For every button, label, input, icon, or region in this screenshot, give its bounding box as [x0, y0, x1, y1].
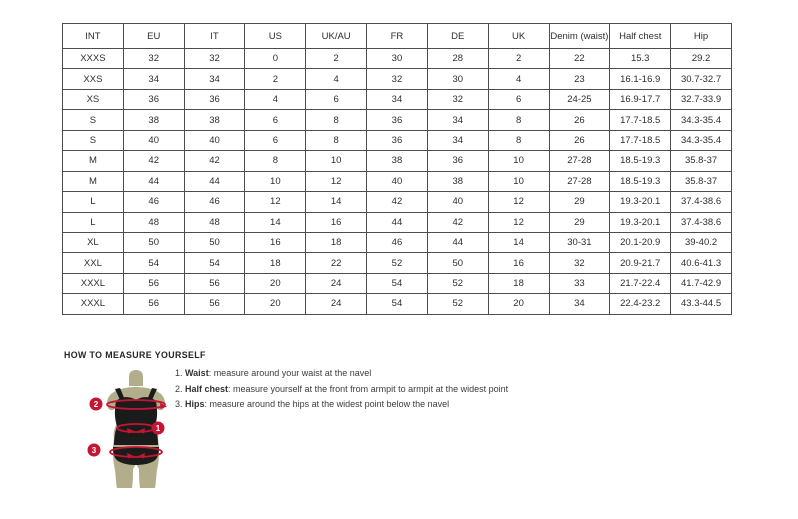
table-cell: 19.3-20.1 [610, 212, 671, 232]
column-header: DE [427, 24, 488, 49]
mannequin-figure-icon [80, 368, 185, 493]
table-cell: 10 [306, 151, 367, 171]
table-cell: 40 [367, 171, 428, 191]
table-cell: 48 [123, 212, 184, 232]
table-cell: M [63, 151, 124, 171]
table-body [63, 49, 732, 315]
table-row [63, 253, 732, 273]
measure-step-text: : measure around your waist at the navel [208, 368, 372, 378]
table-cell: 8 [306, 110, 367, 130]
table-cell: 40 [427, 192, 488, 212]
table-cell: XXXS [63, 49, 124, 69]
size-chart-table [62, 23, 732, 315]
table-cell: 0 [245, 49, 306, 69]
table-cell: 20 [245, 273, 306, 293]
table-cell: 50 [123, 232, 184, 252]
table-row [63, 130, 732, 150]
table-cell: 18 [306, 232, 367, 252]
table-cell: 44 [184, 171, 245, 191]
table-cell: 52 [367, 253, 428, 273]
table-cell: 24 [306, 294, 367, 314]
table-cell: 27-28 [549, 151, 610, 171]
table-cell: 15.3 [610, 49, 671, 69]
table-row [63, 69, 732, 89]
table-cell: 14 [245, 212, 306, 232]
table-cell: XS [63, 89, 124, 109]
table-cell: 20 [245, 294, 306, 314]
measure-step-label: Hips [185, 399, 205, 409]
table-cell: 18 [488, 273, 549, 293]
table-cell: 54 [367, 294, 428, 314]
marker-badge-hips [88, 444, 101, 457]
measure-step-number: 3. [175, 399, 186, 409]
table-cell: 4 [245, 89, 306, 109]
table-cell: 34.3-35.4 [671, 110, 732, 130]
table-cell: 32 [367, 69, 428, 89]
table-cell: 14 [306, 192, 367, 212]
table-cell: 46 [123, 192, 184, 212]
table-cell: 33 [549, 273, 610, 293]
table-cell: 56 [184, 273, 245, 293]
table-cell: L [63, 212, 124, 232]
table-row [63, 49, 732, 69]
table-cell: 8 [245, 151, 306, 171]
table-cell: 50 [184, 232, 245, 252]
table-cell: 2 [306, 49, 367, 69]
table-cell: 23 [549, 69, 610, 89]
table-cell: 32 [123, 49, 184, 69]
table-cell: 32 [549, 253, 610, 273]
table-cell: XL [63, 232, 124, 252]
table-cell: 37.4-38.6 [671, 212, 732, 232]
column-header: IT [184, 24, 245, 49]
table-cell: 36 [123, 89, 184, 109]
table-cell: 44 [123, 171, 184, 191]
measure-step-text: : measure around the hips at the widest point below the navel [204, 399, 450, 409]
table-row [63, 273, 732, 293]
table-cell: 54 [123, 253, 184, 273]
table-cell: 30 [367, 49, 428, 69]
table-cell: 34 [123, 69, 184, 89]
measure-step-text: : measure yourself at the front from armpit to armpit at the widest point [228, 383, 509, 394]
table-cell: 44 [427, 232, 488, 252]
table-cell: 22 [549, 49, 610, 69]
table-cell: 30 [427, 69, 488, 89]
table-cell: 14 [488, 232, 549, 252]
table-cell: 50 [427, 253, 488, 273]
marker-badge-waist-number: 1 [155, 423, 161, 433]
table-cell: 46 [367, 232, 428, 252]
table-cell: 35.8-37 [671, 151, 732, 171]
column-header: UK/AU [306, 24, 367, 49]
measure-steps [175, 368, 508, 415]
header-row [63, 24, 732, 49]
table-row [63, 212, 732, 232]
marker-badge-hips-number: 3 [91, 445, 97, 455]
column-header: Half chest [610, 24, 671, 49]
table-cell: 40.6-41.3 [671, 253, 732, 273]
column-header: FR [367, 24, 428, 49]
table-cell: 30.7-32.7 [671, 69, 732, 89]
table-cell: 39-40.2 [671, 232, 732, 252]
table-cell: 29 [549, 192, 610, 212]
table-cell: XXL [63, 253, 124, 273]
table-cell: 30-31 [549, 232, 610, 252]
table-cell: S [63, 130, 124, 150]
table-cell: 12 [245, 192, 306, 212]
table-cell: 34 [427, 110, 488, 130]
marker-badge-chest [90, 398, 103, 411]
table-cell: 12 [488, 192, 549, 212]
column-header: Denim (waist) [549, 24, 610, 49]
table-cell: 2 [488, 49, 549, 69]
table-cell: 24-25 [549, 89, 610, 109]
table-cell: 34 [427, 130, 488, 150]
column-header: UK [488, 24, 549, 49]
table-cell: 20.9-21.7 [610, 253, 671, 273]
table-cell: 42 [123, 151, 184, 171]
table-cell: 38 [427, 171, 488, 191]
table-cell: 19.3-20.1 [610, 192, 671, 212]
table-cell: 26 [549, 110, 610, 130]
table-cell: 18 [245, 253, 306, 273]
table-cell: 29 [549, 212, 610, 232]
measure-step-label: Half chest [185, 383, 229, 394]
table-head [63, 24, 732, 49]
table-cell: 28 [427, 49, 488, 69]
table-cell: 54 [184, 253, 245, 273]
table-cell: 2 [245, 69, 306, 89]
measure-step [175, 368, 508, 384]
table-cell: XXXL [63, 294, 124, 314]
table-cell: 32 [184, 49, 245, 69]
table-cell: 36 [367, 130, 428, 150]
table-cell: XXXL [63, 273, 124, 293]
table-cell: 6 [488, 89, 549, 109]
column-header: Hip [671, 24, 732, 49]
table-cell: S [63, 110, 124, 130]
measure-step-number: 1. [175, 368, 186, 378]
measure-section-title: HOW TO MEASURE YOURSELF [64, 350, 206, 360]
table-cell: 8 [306, 130, 367, 150]
table-cell: 12 [306, 171, 367, 191]
table-cell: 16.1-16.9 [610, 69, 671, 89]
table-cell: 24 [306, 273, 367, 293]
column-header: US [245, 24, 306, 49]
table-row [63, 89, 732, 109]
measure-step-number: 2. [175, 383, 186, 394]
table-cell: 36 [367, 110, 428, 130]
table-cell: 34 [549, 294, 610, 314]
table-cell: 29.2 [671, 49, 732, 69]
column-header: INT [63, 24, 124, 49]
table-cell: 42 [367, 192, 428, 212]
table-cell: 17.7-18.5 [610, 130, 671, 150]
table-cell: 21.7-22.4 [610, 273, 671, 293]
table-cell: 35.8-37 [671, 171, 732, 191]
table-row [63, 192, 732, 212]
table-cell: 43.3-44.5 [671, 294, 732, 314]
table-cell: 10 [488, 171, 549, 191]
table-cell: 6 [245, 110, 306, 130]
table-cell: 16 [306, 212, 367, 232]
table-cell: 52 [427, 273, 488, 293]
table-cell: 20 [488, 294, 549, 314]
measurement-illustration [80, 368, 185, 493]
table-cell: 22 [306, 253, 367, 273]
table-row [63, 294, 732, 314]
table-cell: 40 [123, 130, 184, 150]
table-cell: 38 [367, 151, 428, 171]
table-cell: 4 [488, 69, 549, 89]
measure-step-label: Waist [185, 368, 209, 378]
measure-step [175, 399, 508, 415]
table-cell: 38 [184, 110, 245, 130]
table-cell: 6 [245, 130, 306, 150]
table-cell: 38 [123, 110, 184, 130]
table-cell: 16.9-17.7 [610, 89, 671, 109]
table-cell: 10 [245, 171, 306, 191]
table-cell: 36 [184, 89, 245, 109]
table-cell: 17.7-18.5 [610, 110, 671, 130]
table-cell: XXS [63, 69, 124, 89]
table-cell: 54 [367, 273, 428, 293]
table-cell: 56 [123, 294, 184, 314]
table-cell: 18.5-19.3 [610, 171, 671, 191]
table-cell: 41.7-42.9 [671, 273, 732, 293]
table-cell: 34 [184, 69, 245, 89]
table-cell: 26 [549, 130, 610, 150]
table-row [63, 232, 732, 252]
table-cell: 8 [488, 130, 549, 150]
table-cell: 34.3-35.4 [671, 130, 732, 150]
table-row [63, 110, 732, 130]
table-cell: 20.1-20.9 [610, 232, 671, 252]
table-cell: 56 [123, 273, 184, 293]
table-cell: 34 [367, 89, 428, 109]
table-cell: 42 [427, 212, 488, 232]
table-cell: 52 [427, 294, 488, 314]
table-cell: 40 [184, 130, 245, 150]
table-cell: 16 [245, 232, 306, 252]
marker-badge-chest-number: 2 [93, 399, 99, 409]
table-cell: 42 [184, 151, 245, 171]
measure-step [175, 384, 508, 400]
table-cell: 18.5-19.3 [610, 151, 671, 171]
table-cell: M [63, 171, 124, 191]
table-cell: 6 [306, 89, 367, 109]
table-cell: 22.4-23.2 [610, 294, 671, 314]
table-row [63, 171, 732, 191]
table-cell: 48 [184, 212, 245, 232]
table-cell: 10 [488, 151, 549, 171]
marker-badge-waist [152, 422, 165, 435]
table-cell: 36 [427, 151, 488, 171]
table-row [63, 151, 732, 171]
table-cell: 37.4-38.6 [671, 192, 732, 212]
table-cell: 44 [367, 212, 428, 232]
table-cell: 4 [306, 69, 367, 89]
table-cell: 27-28 [549, 171, 610, 191]
table-cell: L [63, 192, 124, 212]
column-header: EU [123, 24, 184, 49]
table-cell: 8 [488, 110, 549, 130]
table-cell: 16 [488, 253, 549, 273]
table-cell: 12 [488, 212, 549, 232]
table-cell: 46 [184, 192, 245, 212]
table-cell: 56 [184, 294, 245, 314]
table-cell: 32.7-33.9 [671, 89, 732, 109]
table-cell: 32 [427, 89, 488, 109]
